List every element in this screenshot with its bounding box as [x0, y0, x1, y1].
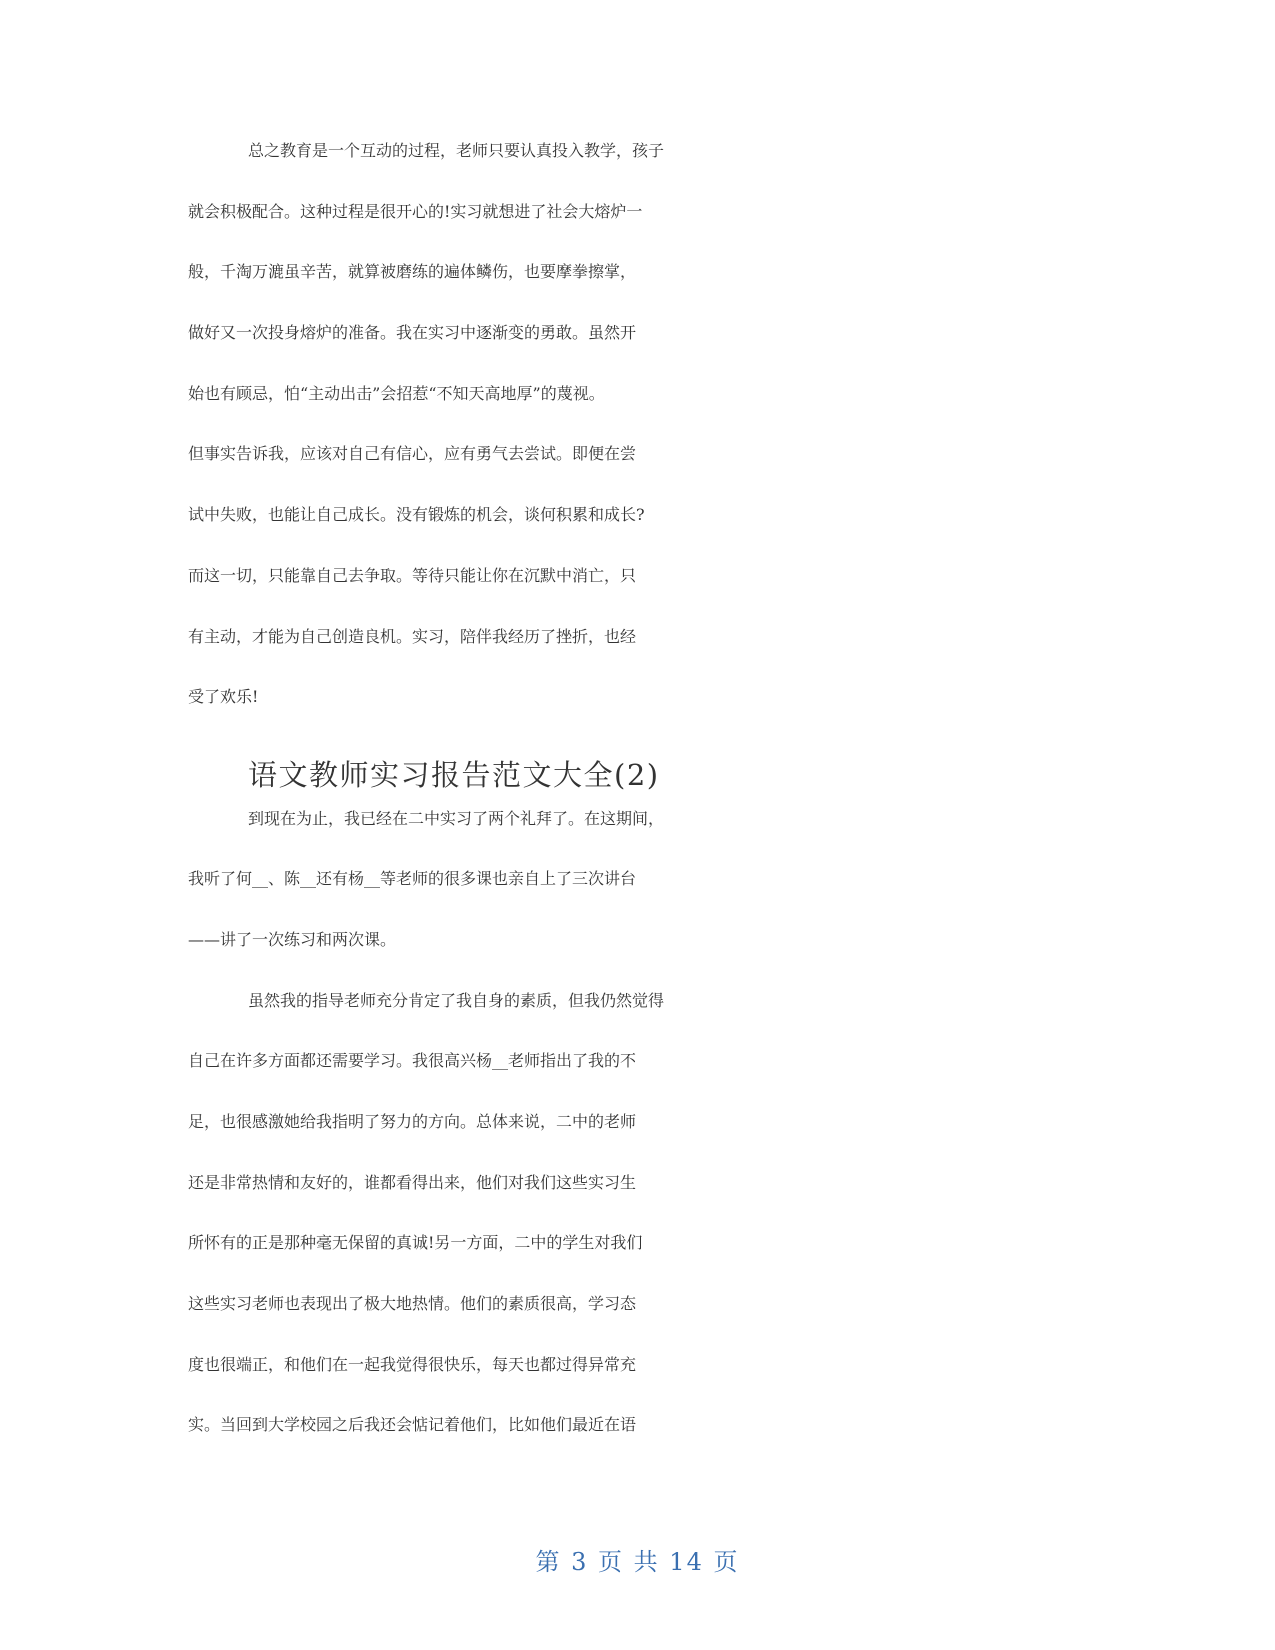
- text-line: ——讲了一次练习和两次课。: [188, 929, 397, 949]
- document-body: [188, 138, 1083, 1473]
- section-heading: 语文教师实习报告范文大全(2): [248, 757, 660, 792]
- text-line: 这些实习老师也表现出了极大地热情。他们的素质很高，学习态: [188, 1294, 637, 1314]
- text-line: 始也有顾忌，怕“主动出击”会招惹“不知天高地厚”的蔑视。: [188, 383, 605, 403]
- paragraph-3: [188, 988, 1083, 1474]
- text-line: 我听了何__、陈__还有杨__等老师的很多课也亲自上了三次讲台: [188, 869, 637, 889]
- text-line: 但事实告诉我，应该对自己有信心，应有勇气去尝试。即便在尝: [188, 444, 637, 464]
- paragraph-2: [188, 806, 1083, 988]
- text-line: 还是非常热情和友好的，谁都看得出来，他们对我们这些实习生: [188, 1172, 637, 1192]
- page-number-footer: 第 3 页 共 14 页: [535, 1548, 740, 1576]
- text-line: 做好又一次投身熔炉的准备。我在实习中逐渐变的勇敢。虽然开: [188, 323, 637, 343]
- text-line: 度也很端正，和他们在一起我觉得很快乐，每天也都过得异常充: [188, 1354, 637, 1374]
- text-line: 总之教育是一个互动的过程，老师只要认真投入教学，孩子: [248, 141, 665, 160]
- text-line: 而这一切，只能靠自己去争取。等待只能让你在沉默中消亡，只: [188, 565, 637, 585]
- text-line: 虽然我的指导老师充分肯定了我自身的素质，但我仍然觉得: [248, 990, 665, 1010]
- text-line: 实。当回到大学校园之后我还会惦记着他们，比如他们最近在语: [188, 1415, 637, 1435]
- text-line: 足，也很感激她给我指明了努力的方向。总体来说，二中的老师: [188, 1112, 637, 1132]
- text-line: 就会积极配合。这种过程是很开心的!实习就想进了社会大熔炉一: [188, 201, 643, 221]
- text-line: 有主动，才能为自己创造良机。实习，陪伴我经历了挫折，也经: [188, 626, 637, 646]
- text-line: 般，千淘万漉虽辛苦，就算被磨练的遍体鳞伤，也要摩拳擦掌，: [188, 262, 637, 282]
- text-line: 到现在为止，我已经在二中实习了两个礼拜了。在这期间，: [248, 808, 665, 828]
- text-line: 受了欢乐!: [188, 687, 259, 707]
- paragraph-1: [188, 138, 1083, 745]
- text-line: 试中失败，也能让自己成长。没有锻炼的机会，谈何积累和成长?: [188, 505, 645, 525]
- text-line: 自己在许多方面都还需要学习。我很高兴杨__老师指出了我的不: [188, 1051, 637, 1071]
- text-line: 所怀有的正是那种毫无保留的真诚!另一方面，二中的学生对我们: [188, 1233, 643, 1253]
